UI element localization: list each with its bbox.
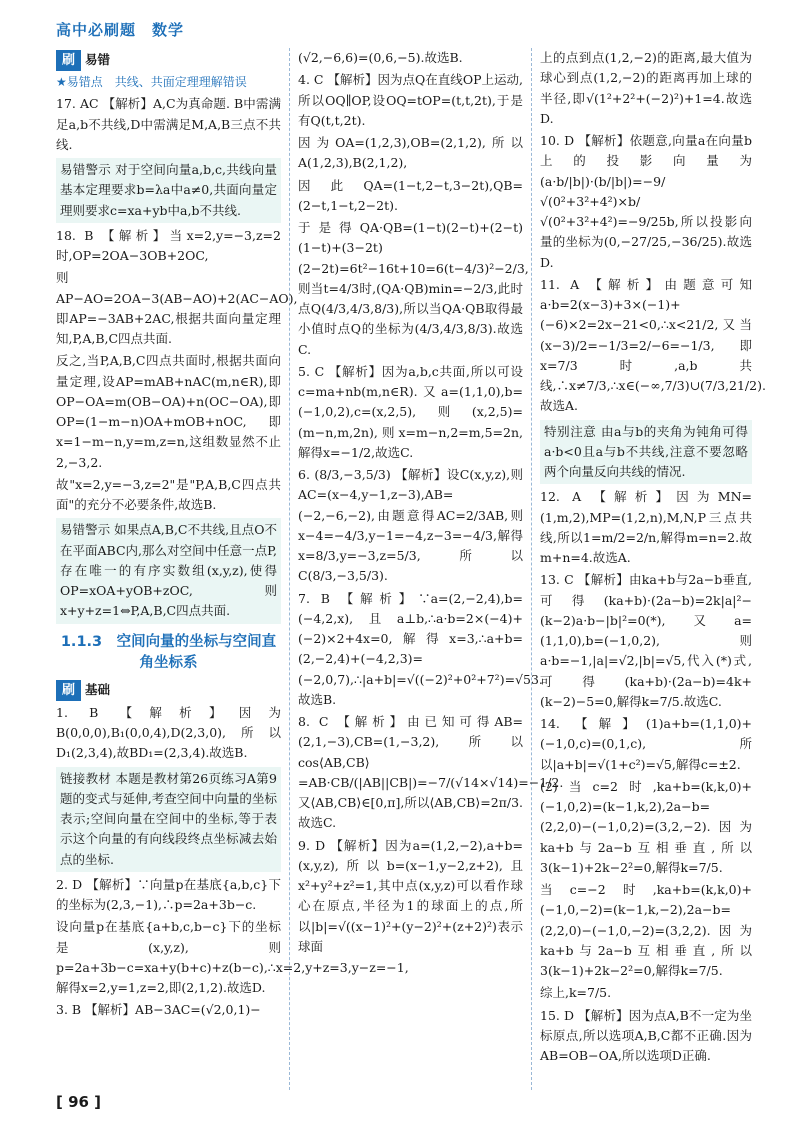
- answer-7: 7. B 【解析】∵a=(2,−2,4),b=(−4,2,x),且a⊥b,∴a·b=2×(−4)+(−2)×2+4x=0,解得x=3,∴a+b=(2,−2,4)+(−4,2,3)=(−2,0,7),∴|a+b|=√((−2)²+0²+7²)=√53.故选B.: [298, 590, 543, 707]
- error-warning-1: 易错警示 对于空间向量a,b,c,共线向量基本定理要求b=λa中a≠0,共面向量定理则要求c=xa+yb中a,b不共线.: [56, 158, 281, 223]
- page-number: [ 96 ]: [56, 1092, 102, 1111]
- textbook-link: 链接教材 本题是教材第26页练习A第9题的变式与延伸,考查空间中向量的坐标表示;空间向量在空间中的坐标,等于表示这个向量的有向线段终点坐标减去始点的坐标.: [56, 767, 281, 872]
- answer-2: 2. D 【解析】∵向量p在基底{a,b,c}下的坐标为(2,3,−1),∴p=2a+3b−c.: [56, 876, 281, 913]
- answer-4-cont: 因此QA=(1−t,2−t,3−2t),QB=(2−t,1−t,2−2t).: [298, 177, 523, 213]
- answer-18: 18. B 【解析】当x=2,y=−3,z=2时,OP=2OA−3OB+2OC,: [56, 227, 281, 264]
- answer-14-summary: 综上,k=7/5.: [540, 985, 612, 1001]
- answer-13: 13. C 【解析】由ka+b与2a−b垂直,可得(ka+b)·(2a−b)=2k|a|²−(k−2)a·b−|b|²=0(*),又a=(1,1,0),b=(−1,0,2),则a·b=−1,|a|=√2,|b|=√5,代入(*)式,可得(ka+b)·(2a−b)=4k+(k−2)−5=0,解得k=7/5.故选C.: [540, 572, 752, 709]
- answer-15: 15. D 【解析】因为点A,B不一定为坐标原点,所以选项A,B,C都不正确.因为AB=OB−OA,所以选项D正确.: [540, 1007, 752, 1063]
- answer-18-converse: 反之,当P,A,B,C四点共面时,根据共面向量定理,设AP=mAB+nAC(m,n∈R),即OP−OA=m(OB−OA)+n(OC−OA),即OP=(1−m−n)OA+mOB+nOC,即x=1−m−n,y=m,z=n,这组数显然不止2,−3,2.: [56, 353, 281, 470]
- answer-12: 12. A 【解析】因为MN=(1,m,2),MP=(1,2,n),M,N,P三点共线,所以1=m/2=2/n,解得m=n=2.故m+n=4.故选A.: [540, 489, 752, 565]
- special-note: 特别注意 由a与b的夹角为钝角可得a·b<0且a与b不共线,注意不要忽略两个向量反向共线的情况.: [540, 420, 752, 485]
- answer-1: 1. B 【解析】因为B(0,0,0),B₁(0,0,4),D(2,3,0),所以D₁(2,3,4),故BD₁=(2,3,4).故选B.: [56, 704, 281, 761]
- column-divider: [289, 48, 290, 1090]
- error-point: ★易错点 共线、共面定理理解错误: [56, 75, 247, 90]
- answer-14-part2: (2)当c=2时,ka+b=(k,k,0)+(−1,0,2)=(k−1,k,2),2a−b=(2,2,0)−(−1,0,2)=(3,2,−2).因为ka+b与2a−b互相垂直,所以3(k−1)+2k−2²=0,解得k=7/5.: [540, 778, 752, 875]
- error-warning-2: 易错警示 如果点A,B,C不共线,且点O不在平面ABC内,那么对空间中任意一点P,存在唯一的有序实数组(x,y,z),使得OP=xOA+yOB+zOC,则x+y+z=1⇔P,A,B,C四点共面.: [56, 518, 281, 623]
- section-label: 基础: [85, 681, 111, 697]
- page-header: 高中必刷题 数学: [56, 21, 185, 39]
- answer-3: 3. B 【解析】AB−3AC=(√2,0,1)−: [56, 1002, 261, 1018]
- answer-17: 17. AC 【解析】A,C为真命题. B中需满足a,b不共线,D中需满足M,A,B三点不共线.: [56, 96, 281, 152]
- answer-2-cont: 设向量p在基底{a+b,c,b−c}下的坐标是(x,y,z),则p=2a+3b−c=xa+y(b+c)+z(b−c),∴x=2,y+z=3,y−z=−1,解得x=2,y=1,z=2,即(2,1,2).故选D.: [56, 919, 409, 996]
- answer-14-part2b: 当c=−2时,ka+b=(k,k,0)+(−1,0,−2)=(k−1,k,−2),2a−b=(2,2,0)−(−1,0,−2)=(3,2,2).因为ka+b与2a−b互相垂直,所以3(k−1)+2k−2²=0,解得k=7/5.: [540, 882, 752, 978]
- section-label: 易错: [85, 52, 111, 67]
- answer-8: 8. C 【解析】由已知可得AB=(2,1,−3),CB=(1,−3,2),所以cos⟨AB,CB⟩=AB·CB/(|AB||CB|)=−7/(√14×√14)=−1/2.又⟨AB,CB⟩∈[0,π],所以⟨AB,CB⟩=2π/3.故选C.: [298, 714, 564, 831]
- answer-11: 11. A 【解析】由题意可知a·b=2(x−3)+3×(−1)+(−6)×2=2x−21<0,∴x<21/2,又当(x−3)/2=−1/3=2/−6=−1/3,即x=7/3时,a,b共线,∴x≠7/3,∴x∈(−∞,7/3)∪(7/3,21/2).故选A.: [540, 276, 766, 414]
- section-basic: [56, 678, 281, 703]
- answer-4-cont: 于是得QA·QB=(1−t)(2−t)+(2−t)(1−t)+(3−2t)(2−2t)=6t²−16t+10=6(t−4/3)²−2/3,则当t=4/3时,(QA·QB)min=−2/3,此时点Q(4/3,4/3,8/3),所以当QA·QB取得最小值时点Q的坐标为(4/3,4/3,8/3).故选C.: [298, 220, 529, 357]
- answer-18-cont: 则AP−AO=2OA−3(AB−AO)+2(AC−AO),即AP=−3AB+2AC,根据共面向量定理知,P,A,B,C四点共面.: [56, 270, 298, 347]
- answer-4-cont: 因为OA=(1,2,3),OB=(2,1,2),所以A(1,2,3),B(2,1,2),: [298, 135, 523, 171]
- column-middle: [298, 48, 564, 1090]
- subsection-title: 1.1.3 空间向量的坐标与空间直角坐标系: [60, 633, 277, 671]
- section-easy-error: [56, 48, 281, 73]
- answer-9-cont: 上的点到点(1,2,−2)的距离,最大值为球心到点(1,2,−2)的距离再加上球的半径,即√(1²+2²+(−2)²)+1=4.故选D.: [540, 50, 752, 126]
- section-tag: 刷: [56, 50, 81, 71]
- answer-4: 4. C 【解析】因为点Q在直线OP上运动,所以OQ∥OP,设OQ=tOP=(t,t,2t),于是有Q(t,t,2t).: [298, 72, 523, 128]
- answer-5: 5. C 【解析】因为a,b,c共面,所以可设c=ma+nb(m,n∈R).又a=(1,1,0),b=(−1,0,2),c=(x,2,5),则(x,2,5)=(m−n,m,2n),则x=m−n,2=m,5=2n,解得x=−1/2,故选C.: [298, 363, 523, 460]
- answer-10: 10. D 【解析】依题意,向量a在向量b上的投影向量为(a·b/|b|)·(b/|b|)=−9/√(0²+3²+4²)×b/√(0²+3²+4²)=−9/25b,所以投影向量的坐标为(0,−27/25,−36/25).故选D.: [540, 133, 752, 270]
- column-divider: [531, 48, 532, 1090]
- answer-6: 6. (8/3,−3,5/3) 【解析】设C(x,y,z),则AC=(x−4,y−1,z−3),AB=(−2,−6,−2),由题意得AC=2/3AB,则x−4=−4/3,y−1=−4,z−3=−4/3,解得x=8/3,y=−3,z=5/3,所以C(8/3,−3,5/3).: [298, 467, 523, 584]
- column-right: [540, 48, 766, 1090]
- answer-9: 9. D 【解析】因为a=(1,2,−2),a+b=(x,y,z),所以b=(x−1,y−2,z+2),且x²+y²+z²=1,其中点(x,y,z)可以看作球心在原点,半径为1的球面上的点,所以|b|=√((x−1)²+(y−2)²+(z+2)²)表示球面: [298, 837, 523, 954]
- answer-14: 14. 【解】(1)a+b=(1,1,0)+(−1,0,c)=(0,1,c),所以|a+b|=√(1+c²)=√5,解得c=±2.: [540, 716, 752, 772]
- answer-18-conclusion: 故"x=2,y=−3,z=2"是"P,A,B,C四点共面"的充分不必要条件,故选B.: [56, 476, 281, 513]
- answer-3-cont: (√2,−6,6)=(0,6,−5).故选B.: [298, 50, 463, 65]
- section-tag: 刷: [56, 680, 81, 701]
